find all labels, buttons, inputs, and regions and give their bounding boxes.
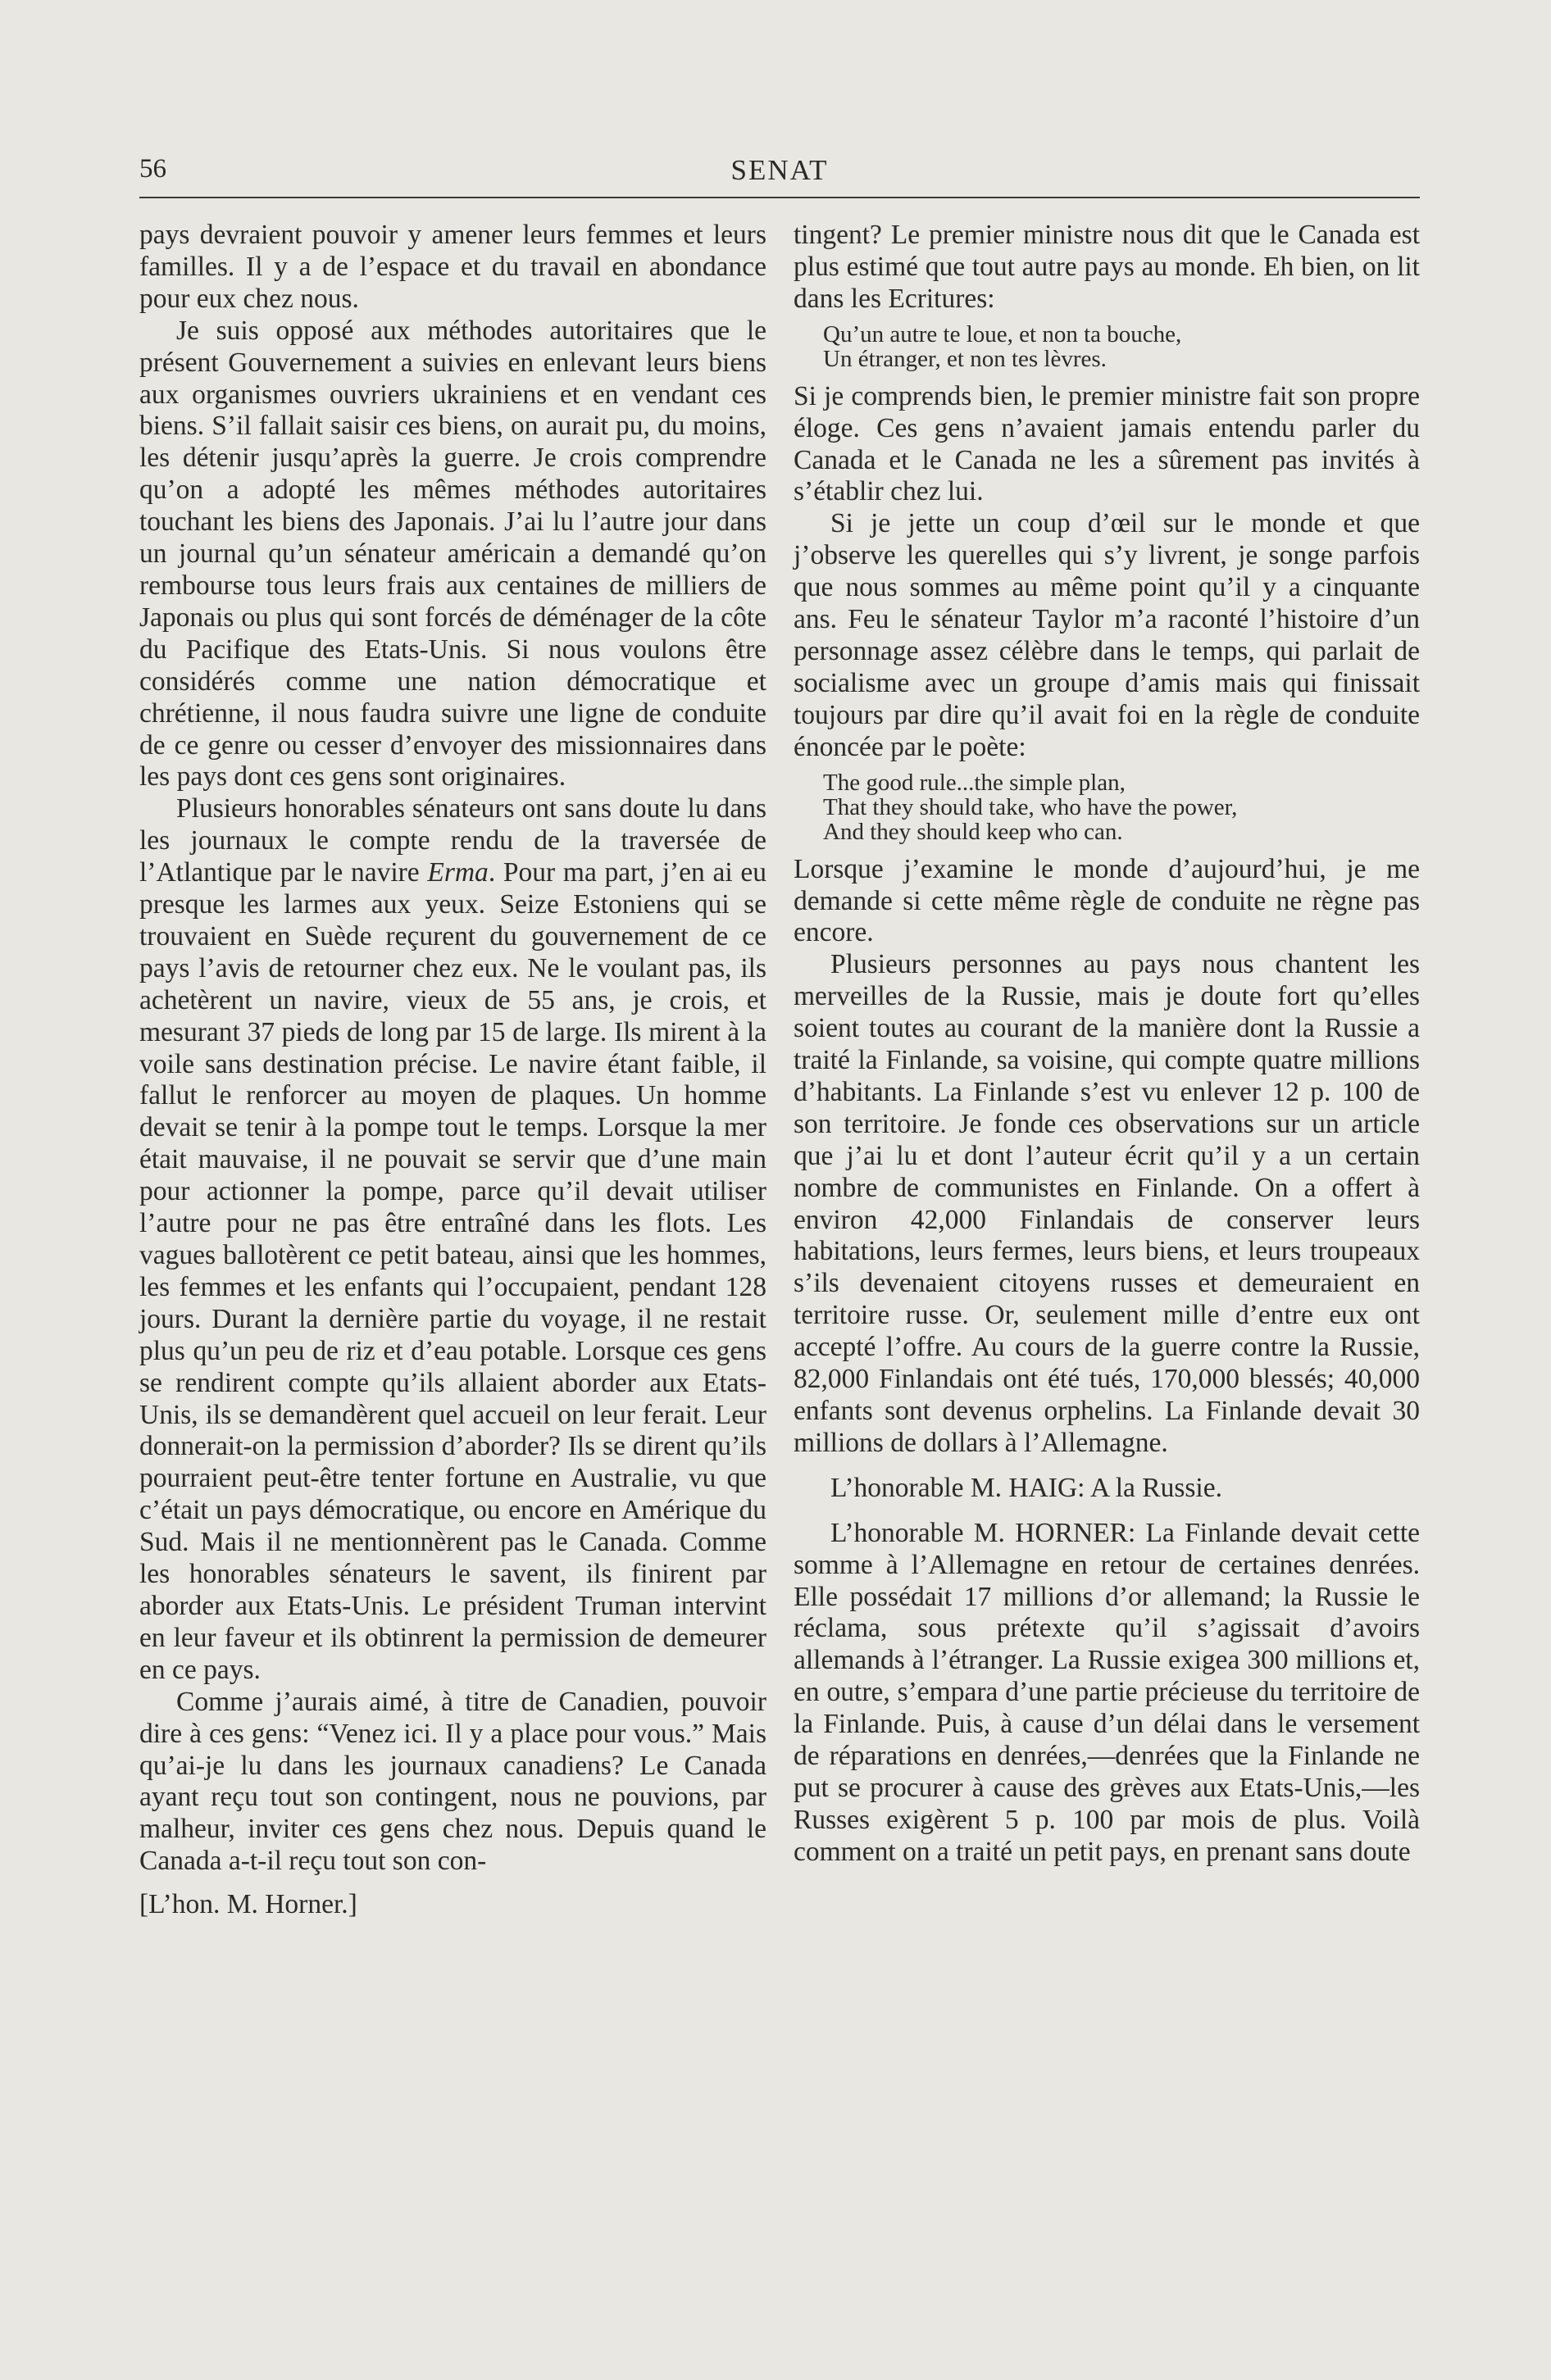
quote-line: Un étranger, et non tes lèvres. — [823, 345, 1107, 372]
paragraph-speaker-horner: L’honorable M. HORNER: La Finlande devait cette somme à l’Allemagne en retour de certaines denrées. Elle possédait 17 millions d’or allemand; la Russie le réclama, sous prétexte qu’il s’agissait d’avoirs allemands à l’étranger. La Russie exigea 300 millions et, en outre, s’empara d’une partie précieuse du territoire de la Finlande. Puis, à cause d’un délai dans le versement de réparations en denrées,—denrées que la Finlande ne put se procurer à cause des grèves aux Etats-Unis,—les Russes exigèrent 5 p. 100 par mois de plus. Voilà comment on a traité un petit pays, en prenant sans doute — [794, 1517, 1420, 1867]
text-run: . Pour ma part, j’en ai eu presque les larmes aux yeux. Seize Estoniens qui se trouvaient en Suède reçurent du gouvernement de ce pays l’avis de retourner chez eux. Ne le voulant pas, ils achetèrent un navire, vieux de 55 ans, je crois, et mesurant 37 pieds de long par 15 de large. Ils mirent à la voile sans destination précise. Le navire étant faible, il fallut le renforcer au moyen de plaques. Un homme devait se tenir à la pompe tout le temps. Lorsque la mer était mauvaise, il ne pouvait se servir que d’une main pour actionner la pompe, parce qu’il devait utiliser l’autre pour ne pas être entraîné dans les flots. Les vagues ballotèrent ce petit bateau, ainsi que les hommes, les femmes et les enfants qui l’occupaient, pendant 128 jours. Durant la dernière partie du voyage, il ne restait plus qu’un peu de riz et d’eau potable. Lorsque ces gens se rendirent compte qu’ils allaient aborder aux Etats-Unis, ils se demandèrent quel accueil on leur ferait. Leur donnerait-on la permission d’aborder? Ils se dirent qu’ils pourraient peut-être tenter fortune en Australie, vu que c’était un pays démocratique, ou encore en Amérique du Sud. Mais il ne mentionnèrent pas le Canada. Comme les honorables sénateurs le savent, ils finirent par aborder aux Etats-Unis. Le président Truman intervint en leur faveur et ils obtinrent la permission de demeurer en ce pays. — [139, 857, 766, 1685]
quote-line: That they should take, who have the power, — [823, 793, 1238, 820]
paragraph: pays devraient pouvoir y amener leurs femmes et leurs familles. Il y a de l’espace et du travail en abondance pour eux chez nous. — [139, 220, 766, 314]
right-column — [794, 220, 1420, 1869]
paragraph: Comme j’aurais aimé, à titre de Canadien, pouvoir dire à ces gens: “Venez ici. Il y a place pour vous.” Mais qu’ai-je lu dans les journaux canadiens? Le Canada ayant reçu tout son contingent, nous ne pouvions, par malheur, inviter ces gens chez nous. Depuis quand le Canada a-t-il reçu tout son con- — [139, 1686, 766, 1877]
page-header — [139, 154, 1420, 195]
paragraph: Je suis opposé aux méthodes autoritaires que le présent Gouvernement a suivies en enlevant leurs biens aux organismes ouvriers ukrainiens et en vendant ces biens. S’il fallait saisir ces biens, on aurait pu, du moins, les détenir jusqu’après la guerre. Je crois comprendre qu’on a adopté les mêmes méthodes autoritaires touchant les biens des Japonais. J’ai lu l’autre jour dans un journal qu’un sénateur américain a demandé qu’on rembourse tous leurs frais aux centaines de milliers de Japonais ou plus qui sont forcés de déménager de la côte du Pacifique des Etats-Unis. Si nous voulons être considérés comme une nation démocratique et chrétienne, il nous faudra suivre une ligne de conduite de ce genre ou cesser d’envoyer des missionnaires dans les pays dont ces gens sont originaires. — [139, 315, 766, 793]
paragraph: Plusieurs personnes au pays nous chantent les merveilles de la Russie, mais je doute fort qu’elles soient toutes au courant de la manière dont la Russie a traité la Finlande, sa voisine, qui compte quatre millions d’habitants. La Finlande s’est vu enlever 12 p. 100 de son territoire. Je fonde ces observations sur un article que j’ai lu et dont l’auteur écrit qu’il y a un certain nombre de communistes en Finlande. On a offert à environ 42,000 Finlandais de conserver leurs habitations, leurs fermes, leurs biens, et leurs troupeaux s’ils devenaient citoyens russes et demeuraient en territoire russe. Or, seulement mille d’entre eux ont accepté l’offre. Au cours de la guerre contre la Russie, 82,000 Finlandais ont été tués, 170,000 blessés; 40,000 enfants sont devenus orphelins. La Finlande devait 30 millions de dollars à l’Allemagne. — [794, 949, 1420, 1458]
page-number: 56 — [139, 154, 166, 184]
paragraph: tingent? Le premier ministre nous dit que le Canada est plus estimé que tout autre pays au monde. Eh bien, on lit dans les Ecritures: — [794, 220, 1420, 314]
running-head: SENAT — [730, 154, 829, 186]
quote-line: The good rule...the simple plan, — [823, 769, 1126, 796]
quote-line: And they should keep who can. — [823, 818, 1123, 845]
speaker-byline: [L’hon. M. Horner.] — [139, 1889, 357, 1920]
paragraph — [139, 793, 766, 1686]
ship-name: Erma — [427, 857, 489, 888]
paragraph: Lorsque j’examine le monde d’aujourd’hui, je me demande si cette même règle de conduite ne règne pas encore. — [794, 853, 1420, 948]
left-column — [139, 220, 766, 1921]
scripture-quote — [823, 322, 1420, 371]
quote-line: Qu’un autre te loue, et non ta bouche, — [823, 320, 1182, 347]
paragraph: Si je comprends bien, le premier ministre fait son propre éloge. Ces gens n’avaient jamais entendu parler du Canada et le Canada ne les a sûrement pas invités à s’établir chez lui. — [794, 380, 1420, 507]
paragraph-speaker-haig: L’honorable M. HAIG: A la Russie. — [830, 1472, 1222, 1503]
poem-quote — [823, 770, 1420, 844]
text-run: Plusieurs honorables sénateurs ont sans doute lu dans les journaux le compte rendu de la traversée de l’Atlantique par le navire — [139, 793, 766, 888]
header-rule — [139, 197, 1420, 198]
paragraph: Si je jette un coup d’œil sur le monde et que j’observe les querelles qui s’y livrent, je songe parfois que nous sommes au même point qu’il y a cinquante ans. Feu le sénateur Taylor m’a raconté l’histoire d’un personnage assez célèbre dans le temps, qui parlait de socialisme avec un groupe d’amis mais qui finissait toujours par dire qu’il avait foi en la règle de conduite énoncée par le poète: — [794, 508, 1420, 762]
